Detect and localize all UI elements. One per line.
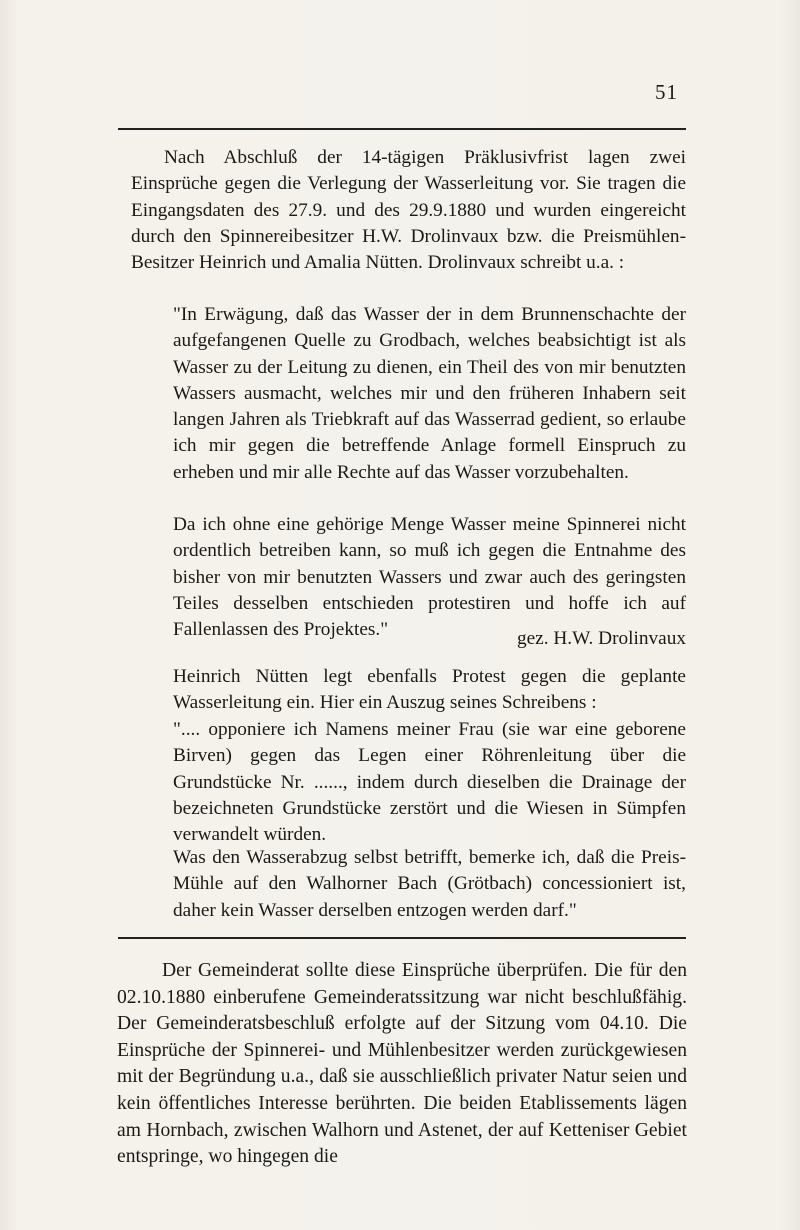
nuetten-quote-paragraph-1: ".... opponiere ich Namens meiner Frau (sie war eine geborene Birven) gegen das Legen einer Röhrenleitung über die Grundstücke Nr. ......, indem durch dieselben die Drainage der bezeichneten Grundstücke zerstört und die Wiesen in Sümpfen verwandelt würden.	[173, 719, 686, 846]
nuetten-quote-paragraph-2: Was den Wasserabzug selbst betrifft, bemerke ich, daß die Preis-Mühle auf den Walhorner Bach (Grötbach) concessioniert ist, daher kein Wasser derselben entzogen werden darf."	[173, 847, 686, 921]
drolinvaux-signature: gez. H.W. Drolinvaux	[516, 628, 686, 649]
drolinvaux-quote-paragraph-1: "In Erwägung, daß das Wasser der in dem Brunnenschachte der aufgefangenen Quelle zu Grodbach, welches beabsichtigt ist als Wasser zu der Leitung zu dienen, ein Theil des von mir benutzten Wassers ausmacht, welches mir und den früheren Inhabern seit langen Jahren als Triebkraft auf das Wasserrad gedient, so erlaube ich mir gegen die betreffende Anlage formell Einspruch zu erheben und mir alle Rechte auf das Wasser vorzubehalten.	[173, 304, 686, 483]
nuetten-intro-paragraph: Heinrich Nütten legt ebenfalls Protest gegen die geplante Wasserleitung ein. Hier ein Auszug seines Schreibens :	[173, 666, 686, 714]
top-divider-rule	[118, 128, 686, 130]
page-number: 51	[655, 80, 678, 104]
middle-divider-rule	[118, 937, 686, 939]
council-paragraph: Der Gemeinderat sollte diese Einsprüche überprüfen. Die für den 02.10.1880 einberufene Gemeinderatssitzung war nicht beschlußfähig. Der Gemeinderatsbeschluß erfolgte auf der Sitzung vom 04.10. Die Einsprüche der Spinnerei- und Mühlenbesitzer werden zurückgewiesen mit der Begründung u.a., daß sie ausschließlich privater Natur seien und kein öffentliches Interesse berührten. Die beiden Etablissements lägen am Hornbach, zwischen Walhorn und Astenet, der auf Ketteniser Gebiet entspringe, wo hingegen die	[117, 960, 687, 1168]
drolinvaux-quote-paragraph-2: Da ich ohne eine gehörige Menge Wasser meine Spinnerei nicht ordentlich betreiben kann, so muß ich gegen die Entnahme des bisher von mir benutzten Wassers und zwar auch des geringsten Teiles desselben entschieden protestiren und hoffe ich auf Fallenlassen des Projektes."	[173, 514, 686, 641]
intro-paragraph: Nach Abschluß der 14-tägigen Präklusivfrist lagen zwei Einsprüche gegen die Verlegung der Wasserleitung vor. Sie tragen die Eingangsdaten des 27.9. und des 29.9.1880 und wurden eingereicht durch den Spinnereibesitzer H.W. Drolinvaux bzw. die Preismühlen-Besitzer Heinrich und Amalia Nütten. Drolinvaux schreibt u.a. :	[131, 147, 686, 274]
